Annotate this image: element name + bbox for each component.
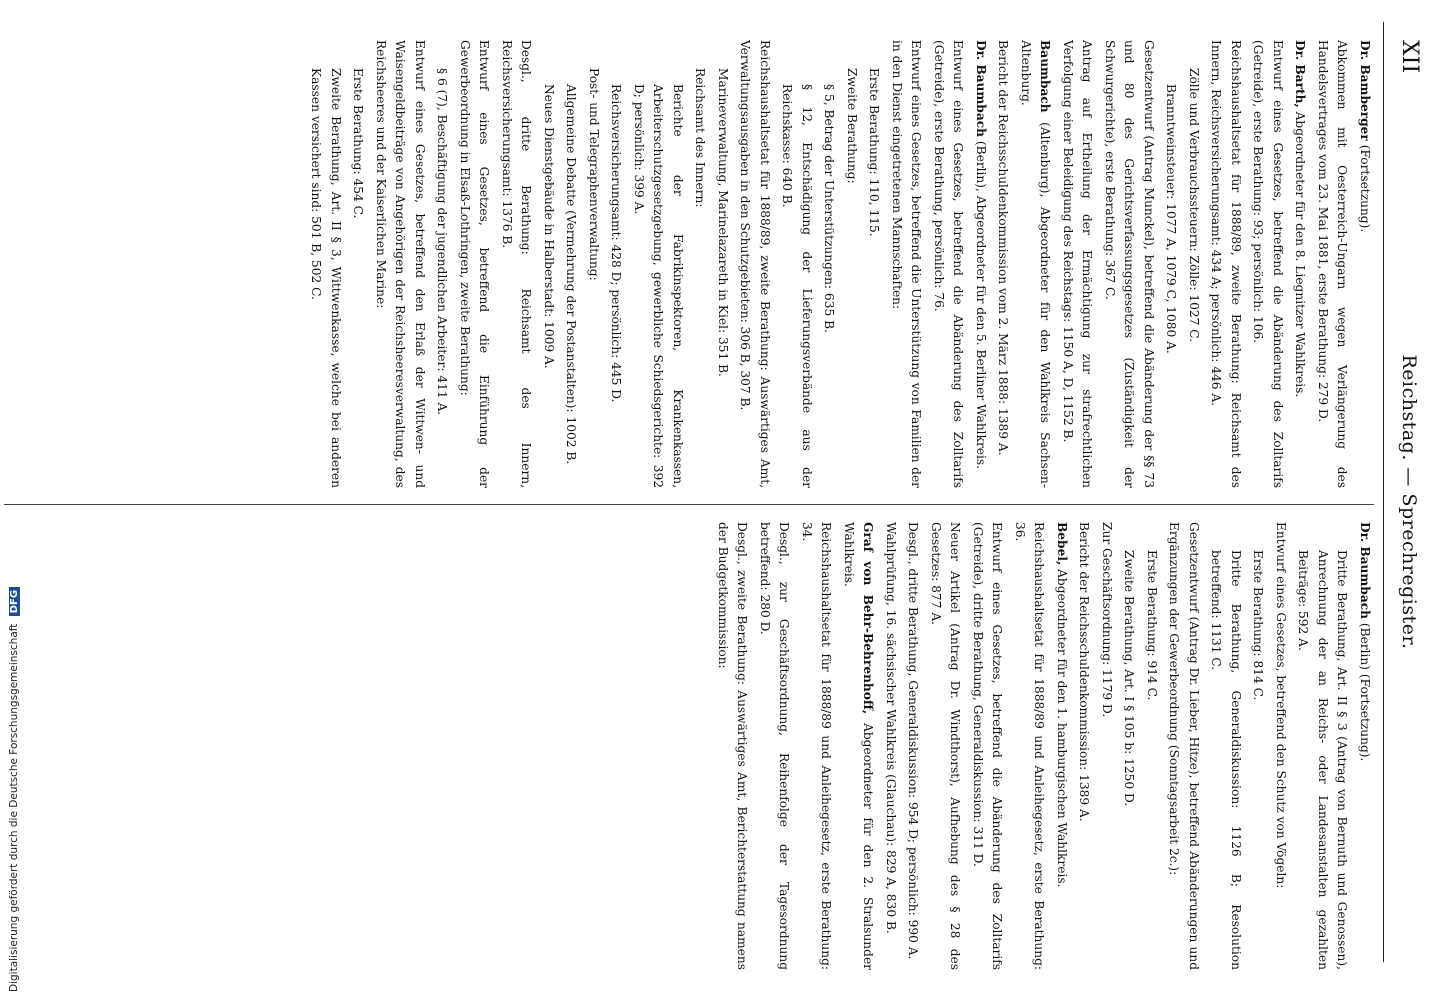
register-entry <box>755 522 794 970</box>
register-entry <box>432 40 452 488</box>
speaker-entry <box>1052 522 1072 970</box>
register-entry <box>903 522 923 970</box>
right-column <box>4 522 1374 970</box>
entry-text: Dritte Berathung, Generaldiskussion: 1126 B; Resolution betreffend: 1131 C. <box>1209 550 1243 970</box>
entry-text: (Altenburg), Abgeordneter für den Wahlkreis Sachsen-Altenburg. <box>1019 40 1053 488</box>
register-entry <box>926 522 965 970</box>
entry-text: (Berlin) (Fortsetzung). <box>1358 622 1372 762</box>
register-entry <box>713 40 733 488</box>
register-entry <box>735 40 774 488</box>
entry-text: § 6 (7), Beschäftigung der jugendlichen Arbeiter: 411 A. <box>435 68 450 416</box>
register-entry <box>584 40 604 488</box>
speaker-name: Graf von Behr-Behrenhoff, <box>861 522 876 715</box>
register-entry <box>713 522 752 970</box>
speaker-name: Bebel, <box>1055 522 1069 566</box>
entry-text: Erste Berathung: 814 C. <box>1251 550 1266 701</box>
speaker-name: Dr. Baumbach <box>1358 522 1372 620</box>
entry-text: Berichte der Fabrikinspektoren, Krankenkassen, Arbeiterschutzgesetzgebung, gewerbliche Schiedsgerichte: 392 D; persönlich: 399 A. <box>632 84 685 488</box>
entry-text: Desgl., dritte Berathung, Generaldiskussion: 954 D; persönlich: 990 A. <box>906 522 921 960</box>
entry-text: Zur Geschäftsordnung: 1179 D. <box>1100 522 1114 718</box>
register-entry <box>819 40 839 488</box>
entry-text: Reichsversicherungsamt: 428 D; persönlich: 445 D. <box>609 84 624 403</box>
entry-text: Entwurf eines Gesetzes, betreffend die Einführung der Gewerbeordnung in Elsaß-Lothringen, zweite Berathung: <box>458 40 492 488</box>
entry-text: § 5, Betrag der Unterstützungen: 635 B. <box>822 84 837 333</box>
entry-text: Dritte Berathung, Art. II § 3 (Antrag von Bernuth und Genossen), Anrechnung der an Reichs- oder Landesanstalten gezahlten Beiträge: 592 A. <box>1296 550 1350 970</box>
header-rule <box>1383 22 1384 962</box>
running-head: Reichstag. — Sprechregister. <box>1398 354 1420 650</box>
entry-text: Entwurf eines Gesetzes, betreffend die Abänderung des Zolltarifs (Getreide), dritte Berathung, Generaldiskussion: 311 D. <box>971 522 1005 970</box>
entry-text: Desgl., zur Geschäftsordnung, Reihenfolge der Tagesordnung betreffend: 280 D. <box>758 522 792 970</box>
entry-text: Wahlprüfung, 16. sächsischer Wahlkreis (Glauchau): 829 A, 830 B. <box>884 522 898 934</box>
entry-text: (Fortsetzung). <box>1358 144 1372 233</box>
register-entry <box>348 40 368 488</box>
entry-text: (Berlin), Abgeordneter für den 5. Berliner Wahlkreis. <box>974 140 988 470</box>
entry-text: Gesetzentwurf (Antrag Dr. Lieber, Hitze), betreffend Abänderungen und Ergänzungen der Gewerbeordnung (Sonntagsarbeit 2c.): <box>1167 522 1201 970</box>
entry-text: Desgl., dritte Berathung: Reichsamt des Innern, Reichsversicherungsamt: 1376 B. <box>500 40 534 488</box>
entry-text: Reichsamt des Innern: <box>693 68 708 208</box>
entry-text: Post- und Telegraphenverwaltung: <box>587 68 601 281</box>
register-entry <box>1206 522 1245 970</box>
register-entry <box>1058 40 1097 488</box>
register-entry <box>993 40 1013 488</box>
register-entry <box>887 40 926 488</box>
register-entry <box>1010 522 1049 970</box>
register-entry <box>1293 522 1352 970</box>
dfg-logo: DFG <box>9 587 20 616</box>
entry-text: Entwurf eines Gesetzes, betreffend den Schutz von Vögeln: <box>1274 522 1288 889</box>
register-entry <box>1313 40 1352 488</box>
entry-text: Erste Berathung: 454 C. <box>351 68 366 219</box>
speaker-entry <box>839 522 878 970</box>
entry-text: Abgeordneter für den 1. hamburgischen Wahlkreis. <box>1055 569 1069 888</box>
register-entry <box>371 40 430 488</box>
register-entry <box>1184 40 1204 488</box>
entry-text: Branntweinsteuer: 1077 A, 1079 C, 1080 A. <box>1164 84 1179 354</box>
entry-text: Allgemeine Debatte (Vermehrung der Postanstalten): 1002 B. <box>564 84 579 465</box>
register-entry <box>777 40 816 488</box>
page-number: XII <box>1397 40 1422 74</box>
entry-text: Neues Dienstgebäude in Halberstadt: 1009 A. <box>542 84 556 369</box>
entry-text: Zweite Berathung, Art. I § 105 b: 1250 D. <box>1122 550 1137 807</box>
entry-text: Bericht der Reichsschuldenkommission: 1389 A. <box>1077 522 1092 822</box>
register-entry <box>306 40 345 488</box>
register-entry <box>1248 40 1287 488</box>
register-entry <box>1206 40 1245 488</box>
entry-text: Abgeordneter für den 2. Stralsunder Wahlkreis. <box>842 522 876 970</box>
entry-text: Zweite Berathung: <box>845 68 859 184</box>
entry-text: Erste Berathung: 110, 115. <box>867 68 882 237</box>
speaker-name: Baumbach <box>1038 40 1053 113</box>
register-entry <box>1161 40 1181 488</box>
entry-text: Reichshaushaltsetat für 1888/89 und Anleihegesetz, erste Berathung: 36. <box>1013 522 1047 970</box>
column-separator <box>4 504 1374 505</box>
entry-text: Abgeordneter für den 8. Liegnitzer Wahlkreis. <box>1293 111 1308 398</box>
page-header <box>1384 22 1430 982</box>
entry-text: Zweite Berathung, Art. II § 3, Wittwenkasse, welche bei anderen Kassen versichert sind: 501 B, 502 C. <box>309 68 343 488</box>
register-entry <box>1097 522 1117 970</box>
speaker-entry <box>1290 40 1310 488</box>
entry-text: Entwurf eines Gesetzes, betreffend die Abänderung des Zolltarifs (Getreide), erste Berathung, persönlich: 76. <box>932 40 966 488</box>
speaker-name: Dr. Barth, <box>1293 40 1308 108</box>
register-entry <box>1119 522 1139 970</box>
register-entry <box>1164 522 1203 970</box>
register-entry <box>1248 522 1268 970</box>
register-entry <box>929 40 968 488</box>
entry-text: Neuer Artikel (Antrag Dr. Windthorst), Aufhebung des § 28 des Gesetzes: 877 A. <box>929 522 963 970</box>
entry-text: Reichshaushaltsetat für 1888/89, zweite Berathung: Reichsamt des Innern, Reichsversicherungsamt: 434 A; persönlich: 446 A. <box>1209 40 1243 488</box>
entry-text: Reichshaushaltsetat für 1888/89 und Anleihegesetz, erste Berathung: 34. <box>800 522 834 970</box>
entry-text: Reichshaushaltsetat für 1888/89, zweite Berathung: Auswärtiges Amt, Verwaltungsausgaben in den Schutzgebieten: 306 B, 307 B. <box>738 40 772 488</box>
entry-text: Desgl., zweite Berathung: Auswärtiges Amt, Berichterstattung namens der Budgetkommission: <box>716 522 750 970</box>
entry-text: Zölle und Verbrauchssteuern: Zölle: 1027 C. <box>1187 68 1201 342</box>
digitization-footer <box>8 587 20 992</box>
speaker-entry <box>971 40 991 488</box>
register-entry <box>497 40 536 488</box>
register-entry <box>968 522 1007 970</box>
register-entry <box>1271 522 1291 970</box>
register-entry <box>864 40 884 488</box>
register-entry <box>690 40 710 488</box>
register-entry <box>629 40 688 488</box>
register-entry <box>842 40 862 488</box>
entry-text: Entwurf eines Gesetzes, betreffend die Unterstützung von Familien der in den Dienst eingetretenen Mannschaften: <box>890 40 924 488</box>
register-entry <box>881 522 901 970</box>
entry-text: Entwurf eines Gesetzes, betreffend den Erlaß der Wittwen- und Waisengeldbeiträge von Angehörigen der Reichsheeresverwaltung, des Reichsheeres und der Kaiserlichen Marine: <box>374 40 427 488</box>
entry-text: Entwurf eines Gesetzes, betreffend die Abänderung des Zolltarifs (Getreide), erste Berathung: 93; persönlich: 106. <box>1251 40 1285 488</box>
entry-text: § 12, Entschädigung der Lieferungsverbände aus der Reichskasse: 640 B. <box>780 84 814 488</box>
register-entry <box>539 40 559 488</box>
entry-text: Gesetzentwurf (Antrag Munckel), betreffend die Abänderung der §§ 73 und 80 des Gerichtsverfassungsgesetzes (Zuständigkeit der Schwurgerichte), erste Berathung: 367 C. <box>1103 40 1156 488</box>
speaker-entry <box>1355 40 1375 488</box>
register-entry <box>561 40 581 488</box>
entry-text: Erste Berathung: 914 C. <box>1145 550 1159 701</box>
entry-text: Abkommen mit Oesterreich-Ungarn wegen Verlängerung des Handelsvertrages vom 23. Mai 1881, erste Berathung: 279 D. <box>1316 40 1350 488</box>
speaker-name: Dr. Baumbach <box>974 40 988 138</box>
register-entry <box>797 522 836 970</box>
digitization-note: Digitalisierung gefördert durch die Deutsche Forschungsgemeinschaft <box>8 623 20 992</box>
speaker-name: Dr. Bamberger <box>1358 40 1372 141</box>
speaker-entry <box>1355 522 1375 970</box>
register-entry <box>455 40 494 488</box>
entry-text: Marineverwaltung, Marinelazareth in Kiel: 351 B. <box>716 68 730 377</box>
left-column <box>4 40 1374 488</box>
register-entry <box>1074 522 1094 970</box>
speaker-entry <box>1016 40 1055 488</box>
entry-text: Antrag auf Ertheilung der Ermächtigung zur strafrechtlichen Verfolgung einer Beleidigung des Reichstags: 1150 A, D, 1152 B. <box>1061 40 1095 488</box>
register-entry <box>606 40 626 488</box>
register-entry <box>1142 522 1162 970</box>
entry-text: Bericht der Reichsschuldenkommission vom 2. März 1888: 1389 A. <box>996 40 1011 456</box>
register-entry <box>1100 40 1159 488</box>
